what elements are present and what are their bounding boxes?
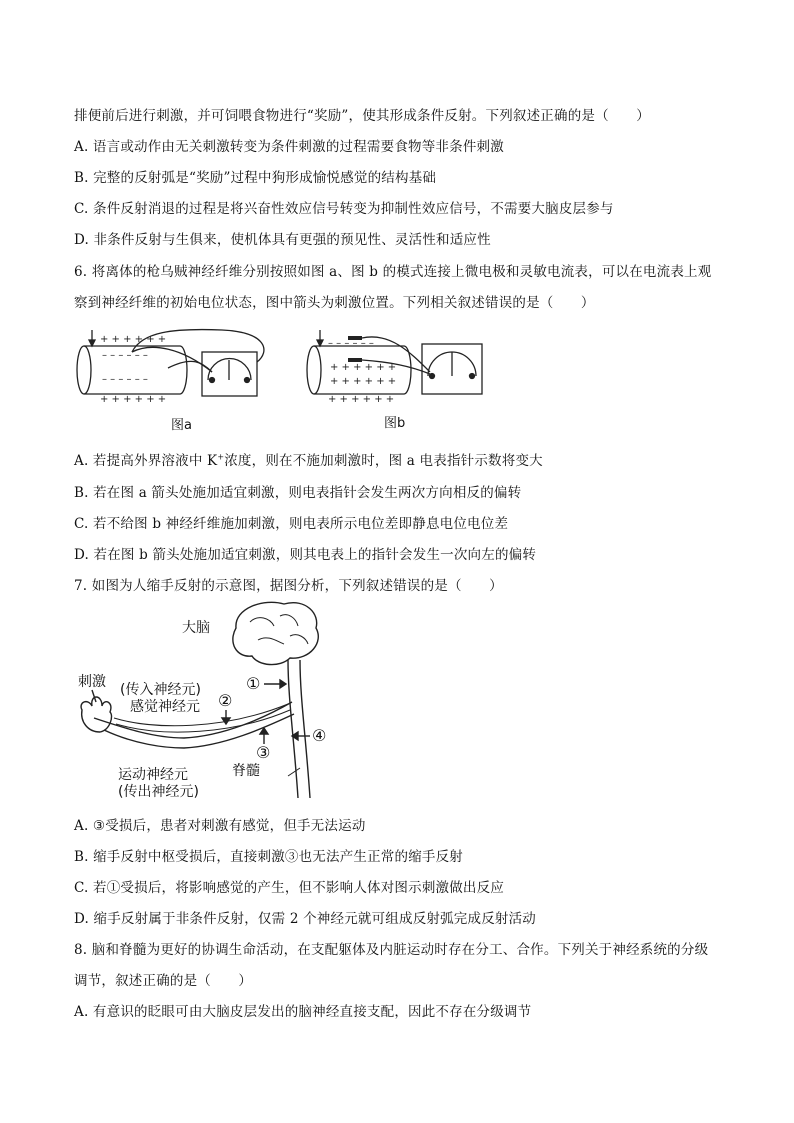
svg-text:+ + + + + +: + + + + + + <box>330 376 397 387</box>
q5-option-c: C. 条件反射消退的过程是将兴奋性效应信号转变为抑制性效应信号，不需要大脑皮层参与 <box>74 201 614 217</box>
q6-stem-line1: 6. 将离体的枪乌贼神经纤维分别按照如图 a、图 b 的模式连接上微电极和灵敏电流表，可以在电流表上观 <box>74 264 712 280</box>
q6-option-b: B. 若在图 a 箭头处施加适宜刺激，则电表指针会发生两次方向相反的偏转 <box>74 485 522 501</box>
q5-option-a: A. 语言或动作由无关刺激转变为条件刺激的过程需要食物等非条件刺激 <box>74 139 504 155</box>
label-n3: ③ <box>256 743 271 762</box>
q6-option-a-pre: A. 若提高外界溶液中 K <box>74 453 218 469</box>
reflex-arc-figure <box>74 598 354 803</box>
figure-a <box>72 322 272 402</box>
q6-stem-line2: 察到神经纤维的初始电位状态，图中箭头为刺激位置。下列相关叙述错误的是（ ） <box>74 295 595 311</box>
q6-option-d: D. 若在图 b 箭头处施加适宜刺激，则其电表上的指针会发生一次向左的偏转 <box>74 547 537 563</box>
svg-text:– – – – – –: – – – – – – <box>102 350 148 361</box>
svg-text:+ + + + + +: + + + + + + <box>100 334 167 345</box>
q6-option-a <box>74 449 543 469</box>
label-efferent: (传出神经元) <box>118 784 199 800</box>
text-line-1: 排便前后进行刺激，并可饲喂食物进行“奖励”，使其形成条件反射。下列叙述正确的是（ ） <box>74 108 650 124</box>
svg-text:+ + + + + +: + + + + + + <box>330 362 397 373</box>
figure-b <box>300 322 500 402</box>
q8-stem-line1: 8. 脑和脊髓为更好的协调生命活动，在支配躯体及内脏运动时存在分工、合作。下列关于神经系统的分级 <box>74 942 709 958</box>
q6-option-c: C. 若不给图 b 神经纤维施加刺激，则电表所示电位差即静息电位电位差 <box>74 516 509 532</box>
q8-stem-line2: 调节，叙述正确的是（ ） <box>74 973 253 989</box>
label-brain: 大脑 <box>182 620 210 636</box>
q7-option-b: B. 缩手反射中枢受损后，直接刺激③也无法产生正常的缩手反射 <box>74 849 464 865</box>
label-n1: ① <box>246 674 261 693</box>
q6-option-a-sup: + <box>217 452 225 462</box>
label-motor: 运动神经元 <box>118 767 188 783</box>
q7-option-a: A. ③受损后，患者对刺激有感觉，但手无法运动 <box>74 818 366 834</box>
label-n4: ④ <box>312 726 327 745</box>
label-sensory: 感觉神经元 <box>130 699 200 715</box>
q7-option-d: D. 缩手反射属于非条件反射，仅需 2 个神经元就可组成反射弧完成反射活动 <box>74 911 536 927</box>
label-afferent: (传入神经元) <box>120 682 201 698</box>
svg-text:– – – – – –: – – – – – – <box>102 374 148 385</box>
label-n2: ② <box>218 691 233 710</box>
q8-option-a: A. 有意识的眨眼可由大脑皮层发出的脑神经直接支配，因此不存在分级调节 <box>74 1004 532 1020</box>
q6-option-a-post: 浓度，则在不施加刺激时，图 a 电表指针示数将变大 <box>224 453 543 469</box>
q7-stem: 7. 如图为人缩手反射的示意图，据图分析，下列叙述错误的是（ ） <box>74 578 503 594</box>
figure-b-caption: 图b <box>384 416 406 431</box>
svg-text:+ + + + + +: + + + + + + <box>328 394 395 402</box>
q5-option-b: B. 完整的反射弧是“奖励”过程中狗形成愉悦感觉的结构基础 <box>74 170 437 186</box>
svg-text:+ + + + + +: + + + + + + <box>100 394 167 402</box>
q7-option-c: C. 若①受损后，将影响感觉的产生，但不影响人体对图示刺激做出反应 <box>74 880 505 896</box>
label-stimulus: 刺激 <box>78 674 106 690</box>
figure-a-caption: 图a <box>171 418 192 433</box>
svg-text:– – – – – –: – – – – – – <box>328 338 374 349</box>
q5-option-d: D. 非条件反射与生俱来，使机体具有更强的预见性、灵活性和适应性 <box>74 232 491 248</box>
label-spinal: 脊髓 <box>232 763 260 779</box>
